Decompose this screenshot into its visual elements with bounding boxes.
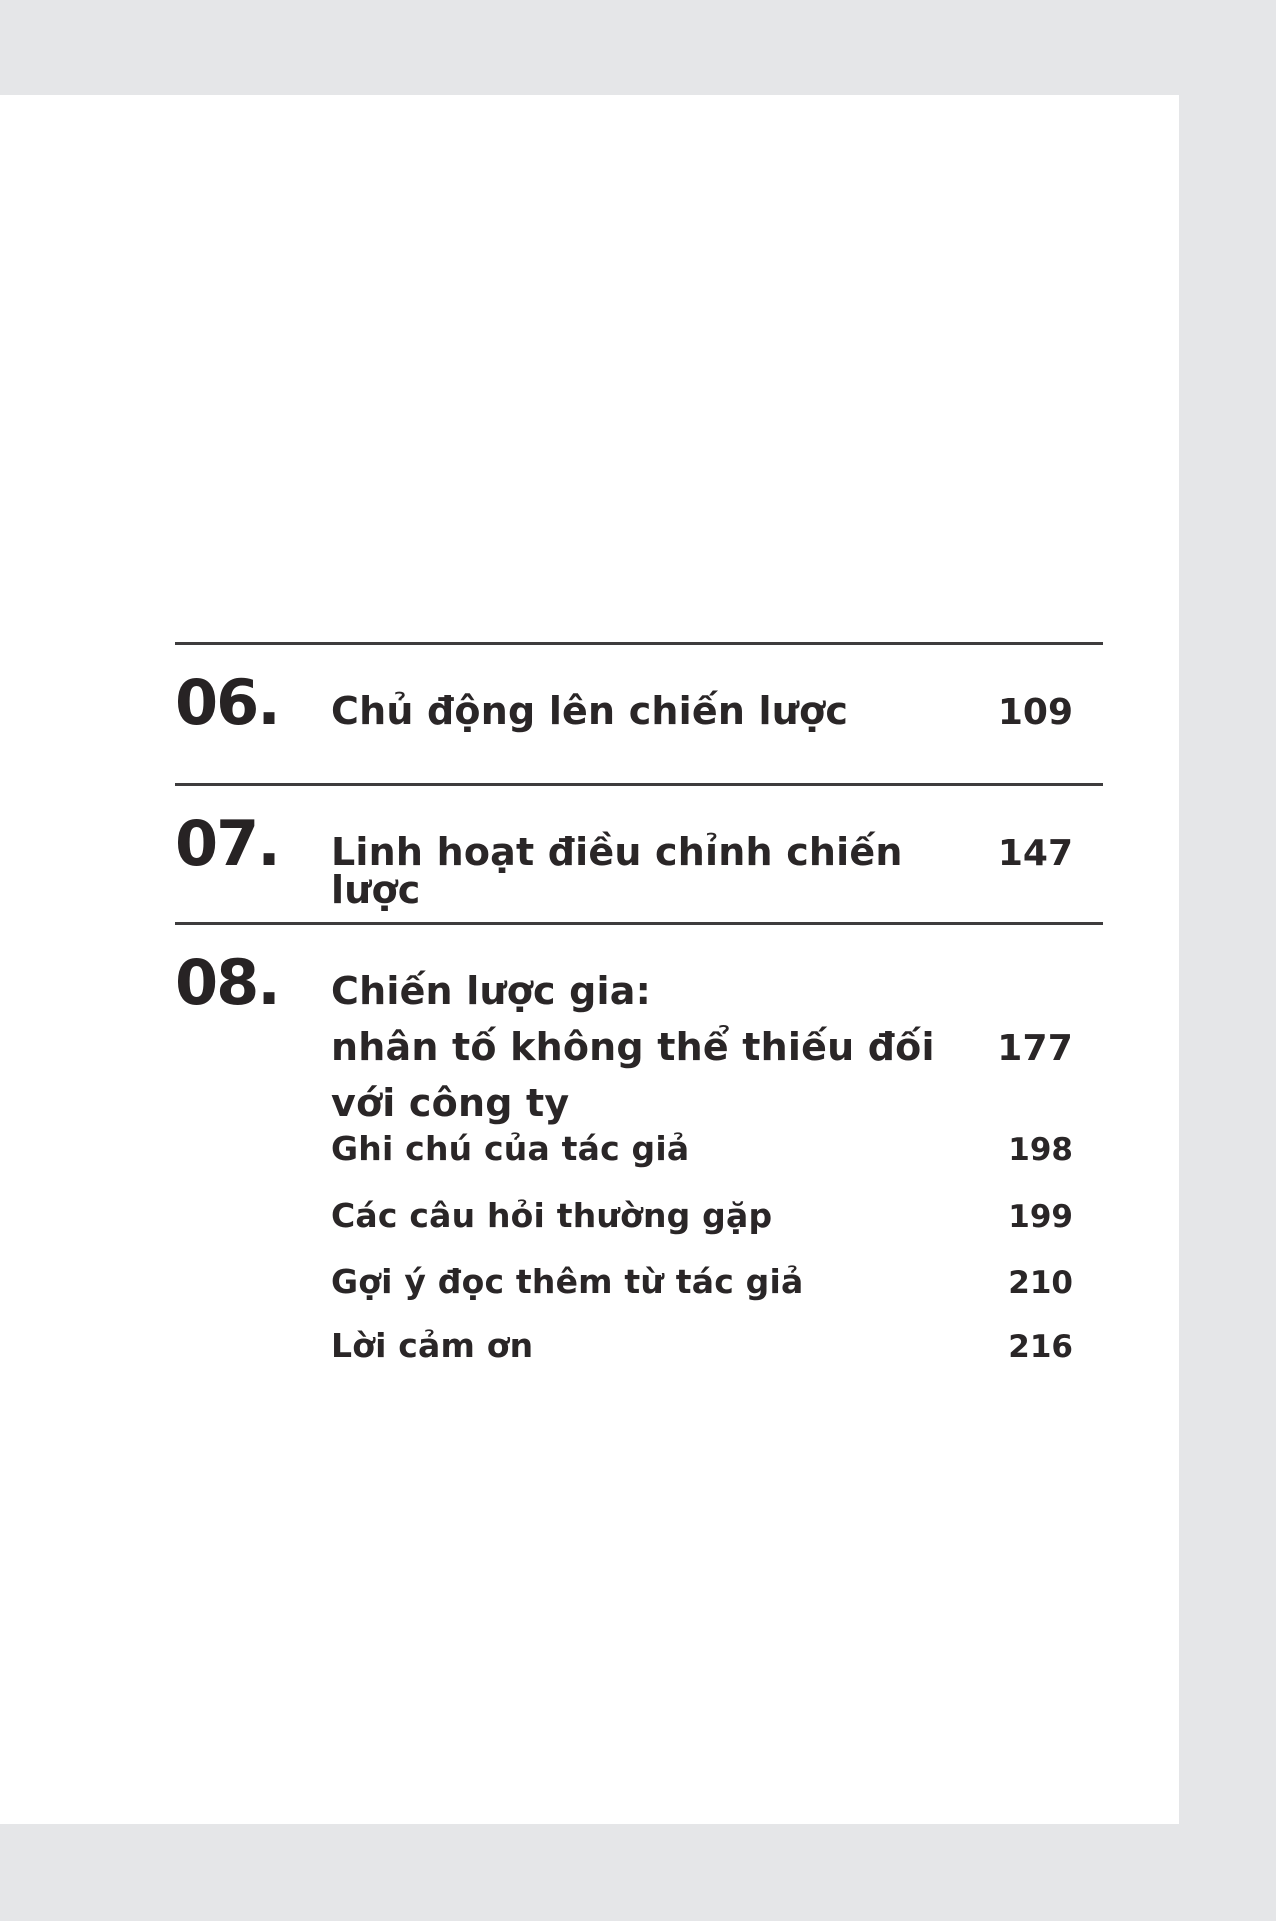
chapter-page-number: 177 <box>997 1028 1073 1069</box>
backmatter-page-number: 210 <box>1008 1265 1073 1301</box>
chapter-number: 07. <box>175 807 279 880</box>
backmatter-title: Ghi chú của tác giả <box>331 1129 690 1168</box>
divider-line <box>175 783 1103 786</box>
toc-book-page <box>0 95 1179 1824</box>
divider-line <box>175 922 1103 925</box>
toc-backmatter-row-authors-note <box>331 1129 1073 1168</box>
backmatter-title: Lời cảm ơn <box>331 1326 534 1365</box>
chapter-page-number: 147 <box>997 833 1073 874</box>
chapter-title-line2: nhân tố không thể thiếu đối với công ty <box>331 1025 935 1125</box>
chapter-page-number: 109 <box>997 692 1073 733</box>
toc-backmatter-row-further-reading <box>331 1262 1073 1301</box>
toc-backmatter-row-faq <box>331 1196 1073 1235</box>
backmatter-title: Các câu hỏi thường gặp <box>331 1196 773 1235</box>
backmatter-page-number: 198 <box>1008 1132 1073 1168</box>
chapter-title-block <box>331 963 1073 1131</box>
chapter-title: Chủ động lên chiến lược <box>331 689 849 733</box>
chapter-number: 06. <box>175 666 279 739</box>
chapter-title: Chiến lược gia: <box>331 969 652 1013</box>
toc-backmatter-row-acknowledgements <box>331 1326 1073 1365</box>
chapter-number: 08. <box>175 946 279 1019</box>
chapter-title: Linh hoạt điều chỉnh chiến lược <box>331 830 903 912</box>
backmatter-page-number: 199 <box>1008 1199 1073 1235</box>
toc-chapter-row-07 <box>175 807 1073 912</box>
backmatter-page-number: 216 <box>1008 1329 1073 1365</box>
toc-chapter-row-08 <box>175 946 1073 1131</box>
toc-chapter-row-06 <box>175 666 1073 739</box>
backmatter-title: Gợi ý đọc thêm từ tác giả <box>331 1262 804 1301</box>
divider-line <box>175 642 1103 645</box>
chapter-title-line2-row <box>331 1019 1073 1131</box>
